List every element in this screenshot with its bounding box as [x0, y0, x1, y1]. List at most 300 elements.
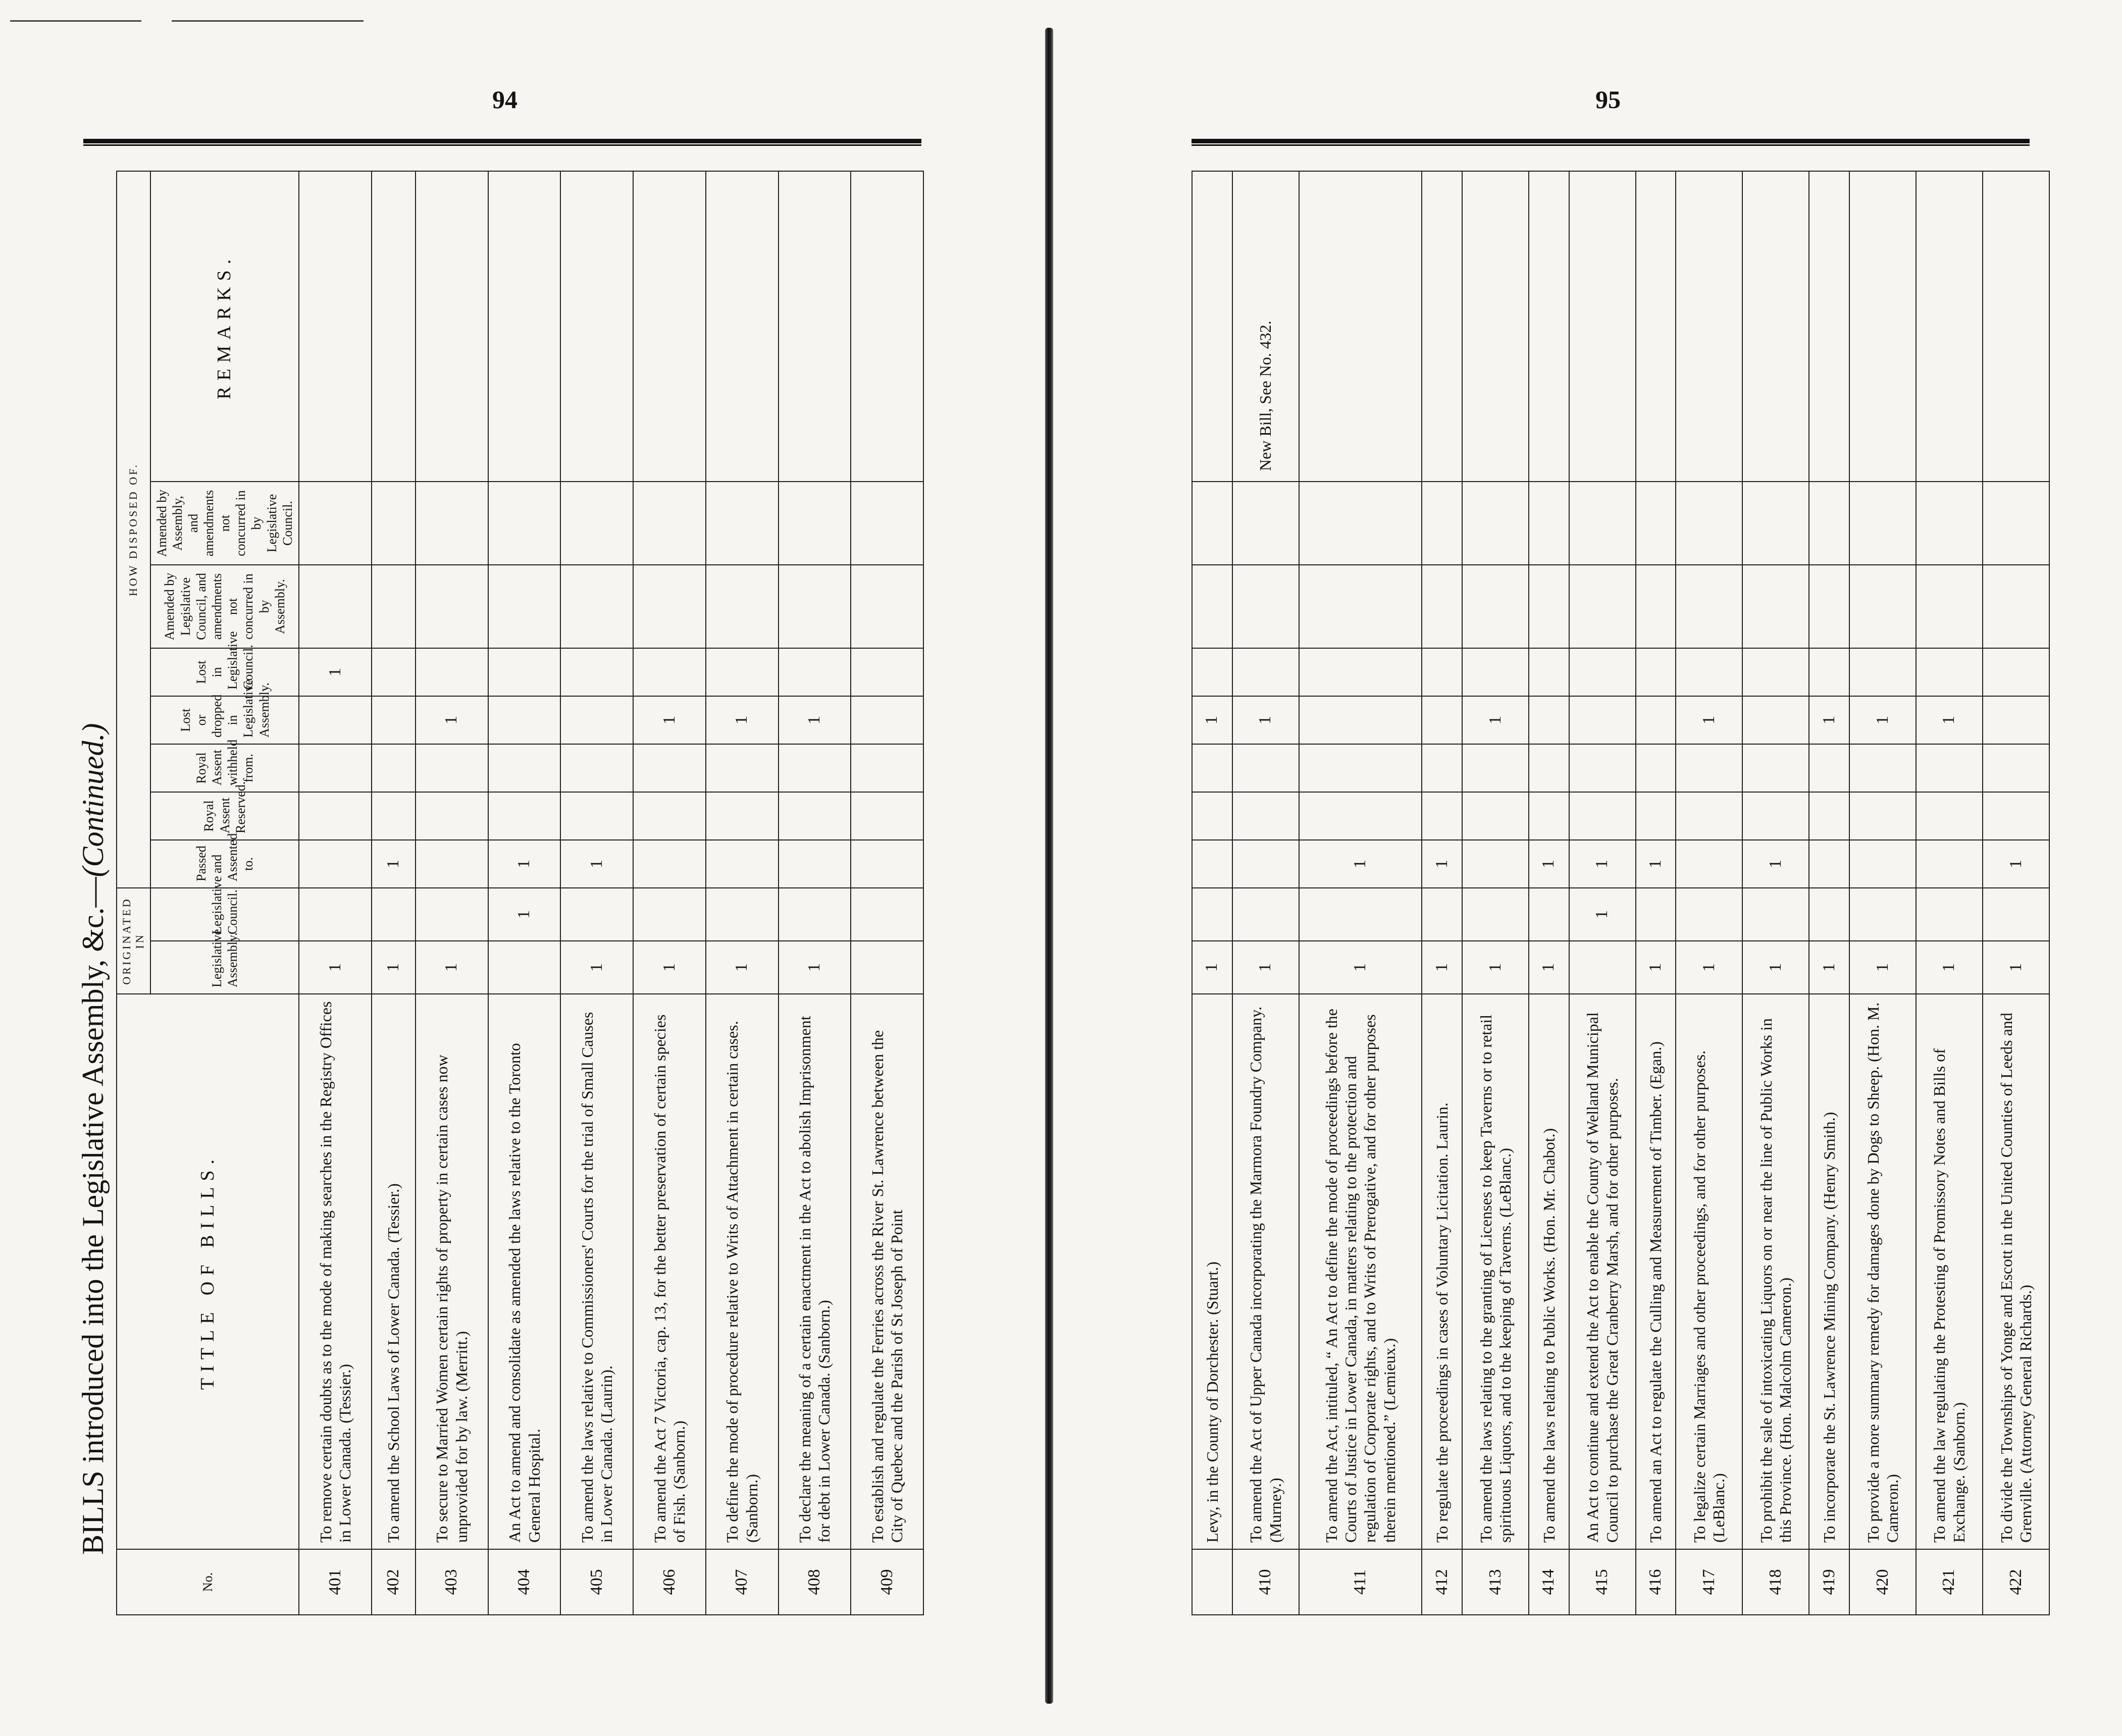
mark-legislative-council — [1636, 888, 1676, 941]
table-row — [416, 171, 488, 1615]
mark-reserved — [416, 792, 488, 840]
mark-legislative-assembly: 1 — [1462, 941, 1529, 994]
mark-reserved — [1529, 792, 1569, 840]
mark-amended-council — [1636, 565, 1676, 648]
mark-legislative-council — [1742, 888, 1809, 941]
mark-withheld — [488, 744, 561, 792]
bill-title: To remove certain doubts as to the mode of making searches in the Registry Offices in Lower Canada. (Tessier.) — [299, 994, 372, 1549]
mark-amended-council — [1299, 565, 1422, 648]
header-title: TITLE OF BILLS. — [117, 994, 299, 1549]
mark-legislative-assembly: 1 — [1529, 941, 1569, 994]
mark-reserved — [1299, 792, 1422, 840]
bill-title: To amend the Act of Upper Canada incorporating the Marmora Foundry Company. (Murney.) — [1232, 994, 1299, 1549]
bill-number: 416 — [1636, 1549, 1676, 1615]
mark-amended-council — [1422, 565, 1462, 648]
mark-lost-council — [372, 648, 416, 696]
mark-lost-assembly — [1983, 696, 2049, 744]
mark-passed: 1 — [560, 840, 633, 888]
mark-reserved — [1569, 792, 1636, 840]
mark-amended-assembly — [1849, 482, 1916, 565]
mark-amended-assembly — [372, 482, 416, 565]
mark-legislative-assembly: 1 — [779, 941, 851, 994]
bill-number: 405 — [560, 1549, 633, 1615]
mark-reserved — [1422, 792, 1462, 840]
mark-reserved — [560, 792, 633, 840]
mark-amended-council — [299, 565, 372, 648]
bill-number: 404 — [488, 1549, 561, 1615]
bill-remarks — [779, 171, 851, 482]
bill-remarks — [560, 171, 633, 482]
bill-number: 422 — [1983, 1549, 2049, 1615]
bill-remarks — [633, 171, 706, 482]
mark-lost-assembly: 1 — [1232, 696, 1299, 744]
bill-number: 414 — [1529, 1549, 1569, 1615]
mark-lost-assembly — [1299, 696, 1422, 744]
bill-remarks — [1462, 171, 1529, 482]
mark-withheld — [372, 744, 416, 792]
table-row — [1232, 171, 1299, 1615]
bill-remarks — [416, 171, 488, 482]
mark-legislative-assembly: 1 — [1916, 941, 1983, 994]
mark-passed: 1 — [1636, 840, 1676, 888]
table-body — [299, 171, 923, 1615]
mark-amended-council — [1676, 565, 1742, 648]
mark-legislative-assembly: 1 — [1232, 941, 1299, 994]
mark-reserved — [1232, 792, 1299, 840]
table-row — [633, 171, 706, 1615]
bill-remarks — [1299, 171, 1422, 482]
bill-remarks — [1742, 171, 1809, 482]
mark-withheld — [1983, 744, 2049, 792]
mark-legislative-council — [1809, 888, 1849, 941]
mark-passed — [1849, 840, 1916, 888]
caption-text: BILLS introduced into the Legislative Assembly, &c.— — [76, 877, 110, 1555]
bill-title: An Act to amend and consolidate as amended the laws relative to the Toronto General Hospital. — [488, 994, 561, 1549]
table-row — [851, 171, 923, 1615]
bill-number: 420 — [1849, 1549, 1916, 1615]
mark-legislative-assembly — [851, 941, 923, 994]
mark-withheld — [851, 744, 923, 792]
mark-legislative-council — [1232, 888, 1299, 941]
header-how-disposed: HOW DISPOSED OF. — [117, 171, 150, 888]
table-row — [1742, 171, 1809, 1615]
mark-reserved — [372, 792, 416, 840]
mark-lost-council — [851, 648, 923, 696]
table-row — [1529, 171, 1569, 1615]
mark-reserved — [1916, 792, 1983, 840]
table-row — [1192, 171, 1232, 1615]
mark-amended-assembly — [416, 482, 488, 565]
bill-number: 402 — [372, 1549, 416, 1615]
bill-remarks — [1422, 171, 1462, 482]
mark-lost-assembly — [299, 696, 372, 744]
table-row — [779, 171, 851, 1615]
table-row — [1299, 171, 1422, 1615]
bill-title: To divide the Townships of Yonge and Escott in the United Counties of Leeds and Grenville. (Attorney General Richards.) — [1983, 994, 2049, 1549]
top-border-line — [10, 20, 141, 22]
mark-legislative-assembly: 1 — [1742, 941, 1809, 994]
mark-amended-assembly — [1462, 482, 1529, 565]
bill-remarks — [1192, 171, 1232, 482]
mark-reserved — [633, 792, 706, 840]
bill-remarks — [1849, 171, 1916, 482]
table-row — [1809, 171, 1849, 1615]
mark-withheld — [1299, 744, 1422, 792]
bill-remarks — [1569, 171, 1636, 482]
mark-passed: 1 — [1422, 840, 1462, 888]
mark-legislative-council — [779, 888, 851, 941]
mark-amended-council — [1916, 565, 1983, 648]
mark-legislative-council — [416, 888, 488, 941]
mark-reserved — [706, 792, 779, 840]
bill-title: To amend the law regulating the Protesting of Promissory Notes and Bills of Exchange. (Sanborn.) — [1916, 994, 1983, 1549]
mark-withheld — [1529, 744, 1569, 792]
table-row — [1569, 171, 1636, 1615]
mark-reserved — [1192, 792, 1232, 840]
bill-title: To legalize certain Marriages and other proceedings, and for other purposes. (LeBlanc.) — [1676, 994, 1742, 1549]
mark-lost-council — [1422, 648, 1462, 696]
mark-passed: 1 — [1742, 840, 1809, 888]
mark-lost-council — [1676, 648, 1742, 696]
mark-amended-council — [1192, 565, 1232, 648]
mark-reserved — [1849, 792, 1916, 840]
bill-title: To define the mode of procedure relative to Writs of Attachment in certain cases. (Sanborn.) — [706, 994, 779, 1549]
table-row — [1422, 171, 1462, 1615]
table-row — [1636, 171, 1676, 1615]
bill-number: 411 — [1299, 1549, 1422, 1615]
page-number-left: 94 — [492, 85, 517, 114]
mark-lost-assembly — [1422, 696, 1462, 744]
mark-passed: 1 — [1299, 840, 1422, 888]
mark-lost-assembly — [488, 696, 561, 744]
bill-remarks — [299, 171, 372, 482]
mark-amended-assembly — [851, 482, 923, 565]
bill-title: To regulate the proceedings in cases of Voluntary Licitation. Laurin. — [1422, 994, 1462, 1549]
mark-amended-assembly — [1636, 482, 1676, 565]
mark-lost-assembly: 1 — [706, 696, 779, 744]
page-rule-right — [1192, 139, 2030, 146]
mark-legislative-assembly: 1 — [1299, 941, 1422, 994]
mark-lost-council — [416, 648, 488, 696]
mark-amended-assembly — [1299, 482, 1422, 565]
mark-legislative-assembly: 1 — [1192, 941, 1232, 994]
bill-title: To incorporate the St. Lawrence Mining Company. (Henry Smith.) — [1809, 994, 1849, 1549]
mark-lost-assembly — [1529, 696, 1569, 744]
mark-passed — [1192, 840, 1232, 888]
bill-title: To amend an Act to regulate the Culling and Measurement of Timber. (Egan.) — [1636, 994, 1676, 1549]
mark-withheld — [560, 744, 633, 792]
mark-lost-assembly — [372, 696, 416, 744]
caption-continued: (Continued.) — [76, 723, 110, 877]
mark-amended-council — [779, 565, 851, 648]
mark-lost-council — [1569, 648, 1636, 696]
mark-reserved — [851, 792, 923, 840]
mark-lost-assembly: 1 — [1462, 696, 1529, 744]
bill-remarks — [1983, 171, 2049, 482]
mark-amended-council — [1462, 565, 1529, 648]
mark-withheld — [1192, 744, 1232, 792]
mark-amended-council — [706, 565, 779, 648]
mark-legislative-council — [706, 888, 779, 941]
mark-withheld — [779, 744, 851, 792]
header-originated: ORIGINATED IN — [117, 888, 150, 994]
bill-title: To declare the meaning of a certain enactment in the Act to abolish Imprisonment for debt in Lower Canada. (Sanborn.) — [779, 994, 851, 1549]
header-no: No. — [117, 1549, 299, 1615]
mark-withheld — [633, 744, 706, 792]
bill-number: 401 — [299, 1549, 372, 1615]
header-col: Lost in Legislative Council. — [150, 648, 299, 696]
bill-remarks — [1916, 171, 1983, 482]
mark-amended-council — [633, 565, 706, 648]
mark-reserved — [299, 792, 372, 840]
mark-withheld — [299, 744, 372, 792]
mark-legislative-council — [1916, 888, 1983, 941]
mark-lost-assembly: 1 — [1916, 696, 1983, 744]
mark-passed — [1462, 840, 1529, 888]
mark-passed — [1232, 840, 1299, 888]
mark-withheld — [1742, 744, 1809, 792]
mark-amended-council — [1232, 565, 1299, 648]
table-row — [1849, 171, 1916, 1615]
mark-passed: 1 — [372, 840, 416, 888]
mark-amended-assembly — [488, 482, 561, 565]
mark-legislative-council — [299, 888, 372, 941]
bill-number: 409 — [851, 1549, 923, 1615]
mark-legislative-assembly: 1 — [416, 941, 488, 994]
header-col: Amended by Assembly, and amendments not concurred in by Legislative Council. — [150, 482, 299, 565]
mark-amended-council — [1983, 565, 2049, 648]
mark-lost-council — [706, 648, 779, 696]
bill-number: 408 — [779, 1549, 851, 1615]
bill-title: To amend the School Laws of Lower Canada. (Tessier.) — [372, 994, 416, 1549]
page-rule-left — [83, 139, 921, 146]
mark-reserved — [1462, 792, 1529, 840]
bill-number: 413 — [1462, 1549, 1529, 1615]
mark-reserved — [1742, 792, 1809, 840]
mark-withheld — [706, 744, 779, 792]
mark-amended-assembly — [1192, 482, 1232, 565]
header-col: Legislative Assembly. — [150, 941, 299, 994]
mark-passed — [706, 840, 779, 888]
mark-lost-assembly — [1636, 696, 1676, 744]
mark-amended-assembly — [1916, 482, 1983, 565]
mark-passed — [1809, 840, 1849, 888]
table-body — [1192, 171, 2049, 1615]
mark-reserved — [779, 792, 851, 840]
mark-legislative-council — [1983, 888, 2049, 941]
header-remarks: REMARKS. — [150, 171, 299, 482]
mark-lost-assembly: 1 — [1809, 696, 1849, 744]
bill-remarks — [488, 171, 561, 482]
table-row — [706, 171, 779, 1615]
header-col: Amended by Legislative Council, and amendments not concurred in by Assembly. — [150, 565, 299, 648]
mark-legislative-assembly: 1 — [706, 941, 779, 994]
mark-withheld — [1422, 744, 1462, 792]
header-col: Royal Assent withheld from. — [150, 744, 299, 792]
mark-amended-assembly — [560, 482, 633, 565]
bill-remarks — [372, 171, 416, 482]
mark-lost-assembly: 1 — [1849, 696, 1916, 744]
bill-remarks — [706, 171, 779, 482]
mark-lost-assembly — [851, 696, 923, 744]
mark-amended-assembly — [299, 482, 372, 565]
mark-amended-assembly — [1569, 482, 1636, 565]
bill-title: To amend the Act, intituled, “ An Act to define the mode of proceedings before the Courts of Justice in Lower Canada, in matters relating to the protection and regulation of Corporate rights, and to Writs of Prerogative, and for other purposes therein mentioned.” (Lemieux.) — [1299, 994, 1422, 1549]
mark-passed — [851, 840, 923, 888]
mark-amended-council — [488, 565, 561, 648]
table-row — [560, 171, 633, 1615]
mark-lost-assembly — [560, 696, 633, 744]
mark-amended-assembly — [633, 482, 706, 565]
header-col: Legislative Council. — [150, 888, 299, 941]
mark-lost-assembly: 1 — [633, 696, 706, 744]
bill-remarks — [1809, 171, 1849, 482]
mark-legislative-council — [1299, 888, 1422, 941]
mark-lost-council — [1462, 648, 1529, 696]
mark-legislative-assembly: 1 — [1422, 941, 1462, 994]
bill-title: To establish and regulate the Ferries across the River St. Lawrence between the City of Quebec and the Parish of St Joseph of Point — [851, 994, 923, 1549]
mark-legislative-assembly: 1 — [1983, 941, 2049, 994]
table-row — [1916, 171, 1983, 1615]
mark-withheld — [1916, 744, 1983, 792]
mark-amended-assembly — [706, 482, 779, 565]
table-caption — [76, 723, 111, 1555]
mark-lost-council — [1529, 648, 1569, 696]
mark-legislative-assembly: 1 — [633, 941, 706, 994]
mark-amended-assembly — [1742, 482, 1809, 565]
mark-withheld — [1462, 744, 1529, 792]
mark-lost-council — [779, 648, 851, 696]
mark-withheld — [1232, 744, 1299, 792]
mark-amended-assembly — [1232, 482, 1299, 565]
mark-legislative-council — [372, 888, 416, 941]
mark-amended-council — [1809, 565, 1849, 648]
bills-table-left — [116, 172, 924, 1615]
bill-number: 407 — [706, 1549, 779, 1615]
bill-number: 410 — [1232, 1549, 1299, 1615]
mark-legislative-council — [1192, 888, 1232, 941]
mark-legislative-assembly: 1 — [1849, 941, 1916, 994]
bill-title: To amend the laws relating to Public Works. (Hon. Mr. Chabot.) — [1529, 994, 1569, 1549]
mark-lost-assembly: 1 — [416, 696, 488, 744]
mark-reserved — [1809, 792, 1849, 840]
mark-legislative-assembly: 1 — [372, 941, 416, 994]
mark-withheld — [1676, 744, 1742, 792]
mark-passed: 1 — [1569, 840, 1636, 888]
mark-legislative-council — [1422, 888, 1462, 941]
mark-legislative-council: 1 — [1569, 888, 1636, 941]
mark-passed: 1 — [1983, 840, 2049, 888]
header-row-top — [117, 171, 150, 1615]
mark-lost-council — [1232, 648, 1299, 696]
mark-lost-council — [488, 648, 561, 696]
mark-reserved — [1983, 792, 2049, 840]
mark-passed — [633, 840, 706, 888]
bill-remarks: New Bill, See No. 432. — [1232, 171, 1299, 482]
bill-number: 403 — [416, 1549, 488, 1615]
mark-passed — [299, 840, 372, 888]
header-col: Passed and Assented to. — [150, 840, 299, 888]
bill-title: To amend the Act 7 Victoria, cap. 13, for the better preservation of certain species of Fish. (Sanborn.) — [633, 994, 706, 1549]
bill-number: 415 — [1569, 1549, 1636, 1615]
mark-legislative-assembly: 1 — [1676, 941, 1742, 994]
mark-amended-council — [851, 565, 923, 648]
mark-lost-council: 1 — [299, 648, 372, 696]
bill-title: An Act to continue and extend the Act to enable the County of Welland Municipal Council to purchase the Great Cranberry Marsh, and for other purposes. — [1569, 994, 1636, 1549]
mark-withheld — [1809, 744, 1849, 792]
mark-lost-assembly: 1 — [779, 696, 851, 744]
table-row — [488, 171, 561, 1615]
mark-legislative-assembly: 1 — [560, 941, 633, 994]
bills-table — [116, 171, 924, 1615]
bill-remarks — [1636, 171, 1676, 482]
mark-amended-council — [416, 565, 488, 648]
page-number-right: 95 — [1595, 85, 1621, 114]
mark-withheld — [416, 744, 488, 792]
bill-number: 418 — [1742, 1549, 1809, 1615]
mark-lost-council — [560, 648, 633, 696]
mark-lost-council — [633, 648, 706, 696]
mark-legislative-council — [1529, 888, 1569, 941]
mark-amended-council — [372, 565, 416, 648]
mark-lost-council — [1809, 648, 1849, 696]
bill-remarks — [1529, 171, 1569, 482]
mark-passed — [779, 840, 851, 888]
bill-number: 421 — [1916, 1549, 1983, 1615]
mark-amended-assembly — [779, 482, 851, 565]
mark-amended-council — [1529, 565, 1569, 648]
mark-withheld — [1636, 744, 1676, 792]
table-row — [299, 171, 372, 1615]
mark-reserved — [1636, 792, 1676, 840]
header-col: Royal Assent Reserved. — [150, 792, 299, 840]
mark-amended-assembly — [1809, 482, 1849, 565]
bill-number: 406 — [633, 1549, 706, 1615]
bill-number — [1192, 1549, 1232, 1615]
mark-amended-assembly — [1676, 482, 1742, 565]
mark-lost-assembly: 1 — [1192, 696, 1232, 744]
mark-lost-assembly — [1569, 696, 1636, 744]
mark-lost-council — [1983, 648, 2049, 696]
mark-legislative-council — [560, 888, 633, 941]
mark-legislative-council — [1462, 888, 1529, 941]
mark-legislative-assembly — [1569, 941, 1636, 994]
mark-lost-council — [1299, 648, 1422, 696]
mark-lost-council — [1849, 648, 1916, 696]
mark-legislative-assembly: 1 — [299, 941, 372, 994]
mark-legislative-council — [1676, 888, 1742, 941]
bill-title: To amend the laws relative to Commissioners' Courts for the trial of Small Causes in Lower Canada. (Laurin). — [560, 994, 633, 1549]
mark-legislative-assembly: 1 — [1809, 941, 1849, 994]
mark-legislative-council — [1849, 888, 1916, 941]
bills-table-right — [1192, 172, 2050, 1615]
mark-legislative-assembly: 1 — [1636, 941, 1676, 994]
bill-title: Levy, in the County of Dorchester. (Stuart.) — [1192, 994, 1232, 1549]
bill-title: To secure to Married Women certain rights of property in certain cases now unprovided for by law. (Merritt.) — [416, 994, 488, 1549]
mark-passed — [1916, 840, 1983, 888]
mark-legislative-council — [851, 888, 923, 941]
book-gutter — [1045, 28, 1053, 1704]
table-row — [1676, 171, 1742, 1615]
bill-title: To prohibit the sale of intoxicating Liquors on or near the line of Public Works in this Province. (Hon. Malcolm Cameron.) — [1742, 994, 1809, 1549]
mark-lost-council — [1192, 648, 1232, 696]
bill-number: 412 — [1422, 1549, 1462, 1615]
header-col: Lost or dropped in Legislative Assembly. — [150, 696, 299, 744]
bill-remarks — [1676, 171, 1742, 482]
mark-amended-assembly — [1422, 482, 1462, 565]
table-row — [1462, 171, 1529, 1615]
bill-title: To amend the laws relating to the granting of Licenses to keep Taverns or to retail spirituous Liquors, and to the keeping of Taverns. (LeBlanc.) — [1462, 994, 1529, 1549]
